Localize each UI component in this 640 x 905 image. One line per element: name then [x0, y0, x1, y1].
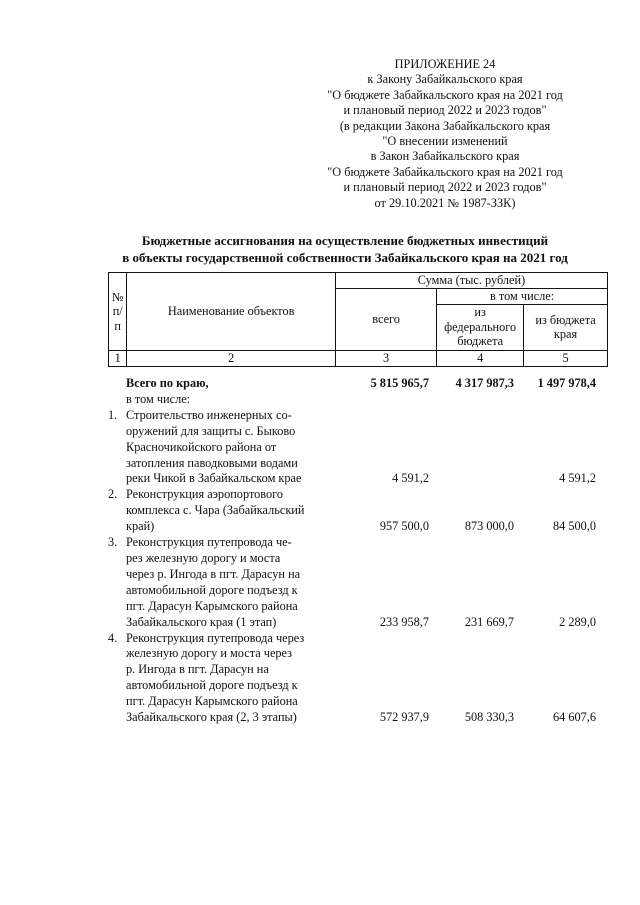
appendix-header — [300, 57, 590, 211]
row-name-line: через р. Ингода в пгт. Дарасун на — [126, 566, 301, 581]
row-name-line: рез железную дорогу и моста — [126, 550, 281, 565]
column-number: 3 — [335, 350, 436, 366]
table-row — [108, 408, 608, 488]
header-regional: из бюджета края — [524, 304, 608, 350]
row-name-line: автомобильной дороге подъезд к — [126, 678, 298, 693]
row-regional: 84 500,0 — [552, 519, 596, 534]
table-row — [108, 535, 608, 630]
row-name-line: пгт. Дарасун Карымского района — [126, 694, 298, 709]
header-num-text: № п/п — [111, 289, 124, 333]
appendix-line: ПРИЛОЖЕНИЕ 24 — [394, 57, 496, 71]
row-name-line: автомобильной дороге подъезд к — [126, 582, 298, 597]
appendix-line: и плановый период 2022 и 2023 годов" — [343, 103, 547, 118]
appendix-line: и плановый период 2022 и 2023 годов" — [343, 180, 547, 195]
including-label: в том числе: — [126, 391, 191, 406]
row-regional: 64 607,6 — [552, 710, 596, 725]
document-title — [80, 232, 610, 266]
row-name-line: Строительство инженерных со- — [126, 407, 292, 422]
table-row — [108, 487, 608, 535]
row-regional: 2 289,0 — [559, 614, 596, 629]
row-name-line: Реконструкция путепровода че- — [126, 535, 292, 550]
including-row — [108, 392, 608, 408]
total-row — [108, 376, 608, 392]
row-number: 4. — [108, 630, 118, 645]
appendix-line: "О бюджете Забайкальского края на 2021 год — [327, 164, 563, 179]
appendix-line: в Закон Забайкальского края — [370, 149, 520, 164]
total-regional: 1 497 978,4 — [537, 376, 596, 390]
header-name: Наименование объектов — [127, 273, 336, 351]
appendix-line: (в редакции Закона Забайкальского края — [339, 118, 551, 133]
title-line-1: Бюджетные ассигнования на осуществление бюджетных инвестиций — [141, 233, 549, 248]
header-federal: из федерального бюджета — [437, 304, 524, 350]
row-name-line: Забайкальского края (1 этап) — [126, 614, 277, 629]
row-number: 3. — [108, 535, 118, 550]
appendix-line: от 29.10.2021 № 1987-ЗЗК) — [374, 195, 516, 210]
row-name-line: комплекса с. Чара (Забайкальский — [126, 503, 305, 518]
header-including: в том числе: — [437, 289, 608, 305]
row-total: 957 500,0 — [379, 519, 429, 534]
column-number: 2 — [127, 350, 336, 366]
row-federal: 873 000,0 — [464, 519, 514, 534]
title-line-2: в объекты государственной собственности Забайкальского края на 2021 год — [122, 250, 568, 265]
row-total: 4 591,2 — [392, 471, 429, 486]
row-total: 572 937,9 — [379, 710, 429, 725]
row-number: 1. — [108, 407, 118, 422]
table-header — [108, 272, 608, 367]
total-label: Всего по краю, — [126, 376, 209, 390]
column-number: 5 — [524, 350, 608, 366]
header-sum: Сумма (тыс. рублей) — [335, 273, 607, 289]
appendix-line: "О внесении изменений — [382, 134, 508, 149]
row-name — [126, 408, 334, 488]
row-name — [126, 631, 334, 726]
header-num — [109, 273, 127, 351]
row-name-line: Реконструкция аэропортового — [126, 487, 284, 502]
table-body — [108, 376, 608, 726]
row-name-line: р. Ингода в пгт. Дарасун на — [126, 662, 269, 677]
row-name-line: край) — [126, 519, 155, 534]
row-name — [126, 487, 334, 535]
row-name-line: затопления паводковыми водами — [126, 455, 298, 470]
row-name-line: реки Чикой в Забайкальском крае — [126, 471, 302, 486]
row-federal: 231 669,7 — [464, 614, 514, 629]
total-federal: 4 317 987,3 — [455, 376, 514, 390]
row-name-line: Реконструкция путепровода через — [126, 630, 305, 645]
row-name-line: Забайкальского края (2, 3 этапы) — [126, 710, 297, 725]
header-total: всего — [335, 289, 436, 351]
row-total: 233 958,7 — [379, 614, 429, 629]
appendix-line: к Закону Забайкальского края — [367, 72, 523, 87]
row-name-line: оружений для защиты с. Быково — [126, 423, 296, 438]
row-name-line: железную дорогу и моста через — [126, 646, 293, 661]
row-name-line: Красночикойского района от — [126, 439, 277, 454]
table-row — [108, 631, 608, 726]
appendix-line: "О бюджете Забайкальского края на 2021 год — [327, 87, 563, 102]
row-name-line: пгт. Дарасун Карымского района — [126, 598, 298, 613]
row-regional: 4 591,2 — [559, 471, 596, 486]
total-sum: 5 815 965,7 — [370, 376, 429, 390]
row-federal: 508 330,3 — [464, 710, 514, 725]
row-number: 2. — [108, 487, 118, 502]
row-name — [126, 535, 334, 630]
column-number: 1 — [109, 350, 127, 366]
column-number: 4 — [437, 350, 524, 366]
